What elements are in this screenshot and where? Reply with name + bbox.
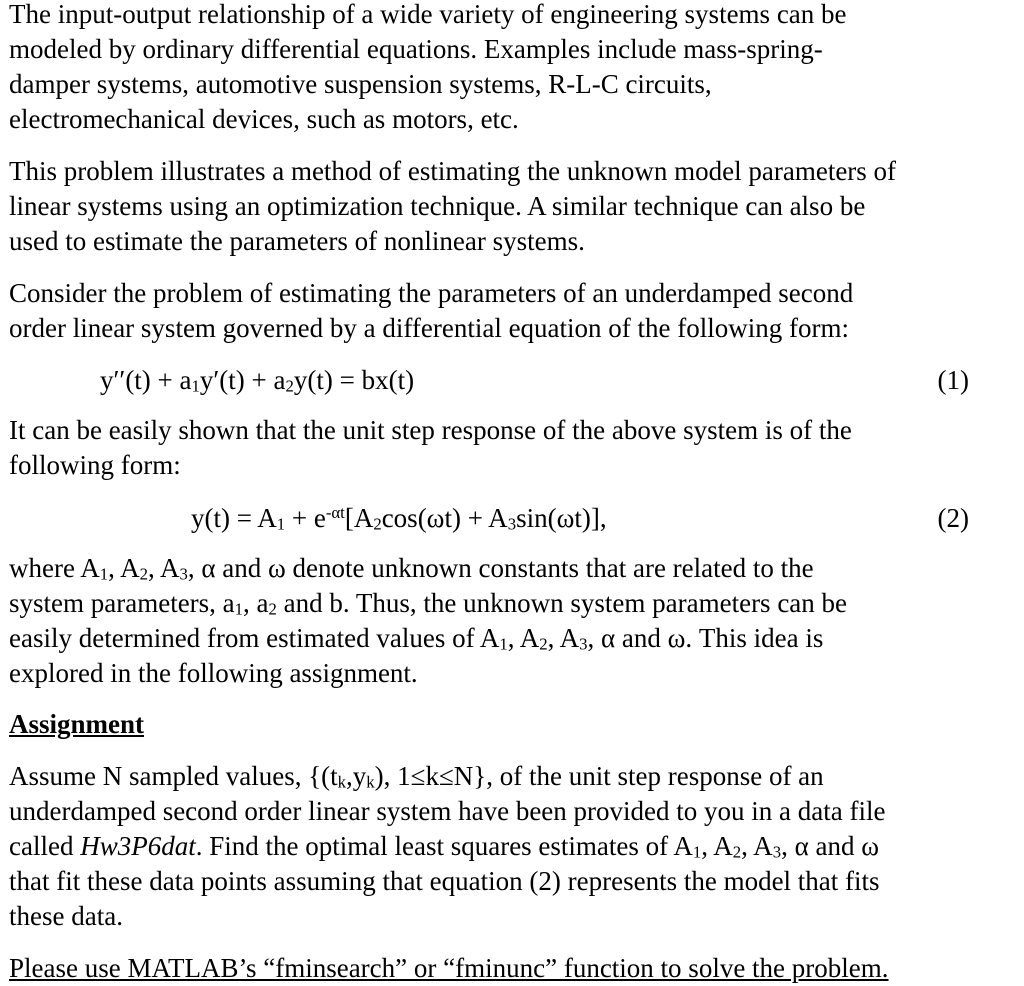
text-run: called xyxy=(9,831,81,861)
subscript: 2 xyxy=(139,564,148,584)
data-file-name: Hw3P6dat xyxy=(80,831,196,861)
text-line: damper systems, automotive suspension systems, R-L-C circuits, xyxy=(9,69,712,99)
text-line: used to estimate the parameters of nonlinear systems. xyxy=(9,226,585,256)
text-run: , A xyxy=(507,623,540,653)
text-line: Consider the problem of estimating the parameters of an underdamped second xyxy=(9,278,854,308)
intro-paragraph xyxy=(9,0,1019,137)
subscript: 2 xyxy=(732,842,742,862)
subscript: 2 xyxy=(268,599,277,619)
subscript: 1 xyxy=(692,842,702,862)
eq-subscript: 1 xyxy=(191,376,200,396)
text-run: ), 1≤k≤N}, of the unit step response of an xyxy=(374,761,824,791)
text-run: , α and ω. This idea is xyxy=(587,623,824,653)
eq-text: y(t) = bx(t) xyxy=(293,365,415,395)
text-line: linear systems using an optimization technique. A similar technique can also be xyxy=(9,191,866,221)
text-line: The input-output relationship of a wide variety of engineering systems can be xyxy=(9,0,847,29)
text-run: system parameters, a xyxy=(9,588,235,618)
text-line xyxy=(9,621,1019,656)
text-run: , a xyxy=(243,588,269,618)
eq-subscript: 3 xyxy=(507,514,517,534)
eq-text: cos(ωt) + A xyxy=(381,503,508,533)
text-line: explored in the following assignment. xyxy=(9,658,418,688)
eq-text: [A xyxy=(344,503,374,533)
text-run: where A xyxy=(9,553,100,583)
eq-text: y′(t) + a xyxy=(199,365,286,395)
eq-text: + e xyxy=(285,503,326,533)
text-run: , A xyxy=(547,623,580,653)
eq-text: y′′(t) + a xyxy=(100,365,192,395)
consider-paragraph xyxy=(9,276,1019,346)
matlab-instruction: Please use MATLAB’s “fminsearch” or “fminunc” function to solve the problem. xyxy=(9,953,889,983)
text-run: , A xyxy=(147,553,180,583)
subscript: 2 xyxy=(539,634,548,654)
text-run: ,y xyxy=(346,761,367,791)
text-line: modeled by ordinary differential equations. Examples include mass-spring- xyxy=(9,34,823,64)
subscript: 1 xyxy=(499,634,508,654)
problem-paragraph xyxy=(9,154,1021,259)
text-run: , α and ω xyxy=(781,831,879,861)
step-response-paragraph xyxy=(9,413,1019,483)
subscript: 3 xyxy=(579,634,588,654)
text-line: these data. xyxy=(9,901,123,931)
text-line: following form: xyxy=(9,450,181,480)
eq-subscript: 2 xyxy=(285,376,294,396)
assignment-heading: Assignment xyxy=(9,709,145,739)
subscript: 3 xyxy=(179,564,188,584)
eq-text: y(t) = A xyxy=(191,503,277,533)
subscript: 3 xyxy=(772,842,782,862)
text-run: easily determined from estimated values of A xyxy=(9,623,500,653)
text-line xyxy=(9,759,1021,794)
eq-text: sin(ωt)], xyxy=(516,503,607,533)
assignment-paragraph xyxy=(9,759,1021,934)
constants-paragraph xyxy=(9,551,1019,691)
subscript: k xyxy=(366,772,375,792)
text-line xyxy=(9,551,1019,586)
text-line xyxy=(9,586,1019,621)
equation-1-number: (1) xyxy=(937,365,969,395)
text-run: , α and ω denote unknown constants that are related to the xyxy=(187,553,814,583)
text-line: order linear system governed by a differential equation of the following form: xyxy=(9,313,849,343)
text-line: that fit these data points assuming that equation (2) represents the model that fits xyxy=(9,866,880,896)
equation-2-number: (2) xyxy=(937,503,969,533)
text-line: electromechanical devices, such as motors, etc. xyxy=(9,104,519,134)
text-run: , A xyxy=(108,553,140,583)
text-run: Assume N sampled values, {(t xyxy=(9,761,338,791)
subscript: k xyxy=(337,772,347,792)
eq-superscript: -αt xyxy=(325,502,345,522)
subscript: 1 xyxy=(234,599,244,619)
text-run: , A xyxy=(741,831,773,861)
text-line xyxy=(9,829,1021,864)
text-line: It can be easily shown that the unit step response of the above system is of the xyxy=(9,415,852,445)
eq-subscript: 2 xyxy=(373,514,382,534)
text-run: and b. Thus, the unknown system parameters can be xyxy=(276,588,848,618)
equation-1-expression xyxy=(100,363,414,398)
eq-subscript: 1 xyxy=(276,514,286,534)
subscript: 1 xyxy=(99,564,109,584)
text-line: This problem illustrates a method of estimating the unknown model parameters of xyxy=(9,156,897,186)
text-line: underdamped second order linear system have been provided to you in a data file xyxy=(9,796,886,826)
text-run: . Find the optimal least squares estimates of A xyxy=(195,831,693,861)
text-run: , A xyxy=(701,831,733,861)
equation-2-expression xyxy=(191,501,607,536)
